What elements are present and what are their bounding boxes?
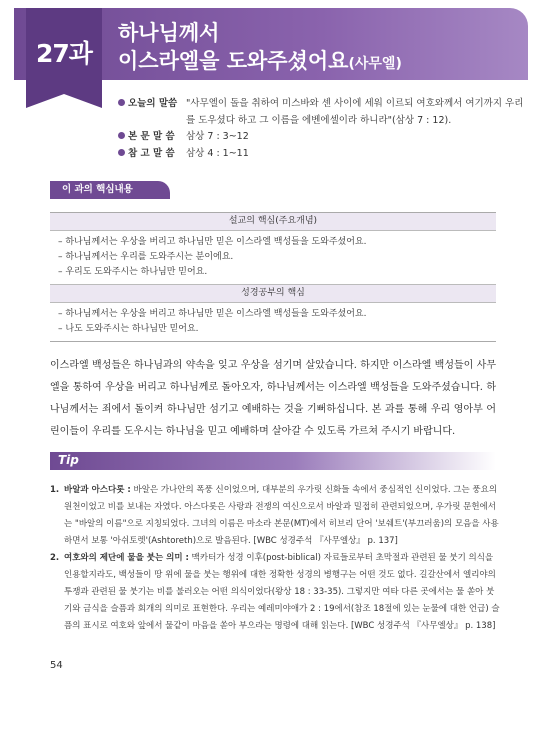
bullet-icon [118,149,125,156]
tip-heading: 여호와의 제단에 물을 붓는 의미 : [64,553,189,563]
core-line: – 우리도 도와주시는 하나님만 믿어요. [58,267,208,277]
sermon-core-lines [50,231,496,284]
page-number: 54 [50,660,63,671]
info-text: 삼상 7 : 3~12 [186,131,249,142]
page-title-line2 [118,45,402,75]
page-title-line1: 하나님께서 [118,21,220,45]
info-text: "사무엘이 돌을 취하여 미스바와 센 사이에 세워 이르되 여호와께서 여기까지 우리를 도우셨다 하고 그 이름을 에벤에셀이라 하니라"(삼상 7 : 12). [186,98,524,126]
tip-bar [50,452,496,470]
tip-number: 2. [50,553,60,563]
core-line: – 하나님께서는 우리를 도와주시는 분이에요. [58,252,234,262]
study-core-lines [50,303,496,341]
info-label: 오늘의 말씀 [128,98,178,109]
tip-item [50,482,500,550]
page-title-reference: (사무엘) [348,56,402,72]
tip-list [50,482,500,635]
sermon-core-heading: 설교의 핵심(주요개념) [50,213,496,231]
page-title-main: 이스라엘을 도와주셨어요 [118,49,349,73]
info-reference-passage [118,145,526,162]
tip-body: 맥카터가 성경 이후(post-biblical) 자료들로부터 초막절과 관련된 물 붓기 의식을 인용할지라도, 백성들이 땅 위에 물을 붓는 행위에 대한 정확한 성경의 병행구는 어떤 것도 없다. 길갈산에서 엘리야의 투쟁과 관련된 물 붓기는 비를 불러오는 어떤 의식이었다(왕상 18 : 33-35). 그렇지만 여타 다른 곳에서는 물 쏟아 붓기와 금식을 슬픔과 회개의 의미로 표현한다. 우리는 예레미야애가 2 : 19에서(참조 18절에 있는 눈물에 대한 언급) 슬픔의 표시로 여호와 앞에서 물같이 마음을 쏟아 부으라는 명령에 대해 읽는다. [WBC 성경주석 『사무엘상』 p. 138] [64,553,500,631]
info-today-verse [118,95,526,129]
tip-label: Tip [58,453,79,467]
bullet-icon [118,99,125,106]
tip-number: 1. [50,485,60,495]
core-content-tag: 이 과의 핵심내용 [50,181,170,199]
tip-item [50,550,500,635]
core-line: – 나도 도와주시는 하나님만 믿어요. [58,324,199,334]
lesson-number: 27과 [36,39,92,68]
info-main-passage [118,128,526,145]
core-content-box [50,212,496,342]
core-line: – 하나님께서는 우상을 버리고 하나님만 믿은 이스라엘 백성들을 도와주셨어요. [58,237,367,247]
info-label: 본 문 말 씀 [128,131,175,142]
info-text: 삼상 4 : 1~11 [186,148,249,159]
tip-body: 바알은 가나안의 폭풍 신이었으며, 대부분의 우가릿 신화들 속에서 중심적인 신이었다. 그는 풍요의 원천이었고 비를 보내는 자였다. 아스다롯은 사랑과 전쟁의 여신으로서 바알과 밀접히 관련되었으며, 우가릿 문헌에서는 "바알의 이름"으로 지칭되었다. 그녀의 이름은 마소라 본문(MT)에서 히브리 단어 '보쉐트'(부끄러움)의 모음을 사용하면서 보통 '아쉬토렛'(Ashtoreth)으로 발음된다. [WBC 성경주석 『사무엘상』 p. 137] [64,485,499,546]
study-core-heading: 성경공부의 핵심 [50,284,496,303]
tip-heading: 바알과 아스다롯 : [64,485,131,495]
bullet-icon [118,132,125,139]
info-label: 참 고 말 씀 [128,148,175,159]
core-line: – 하나님께서는 우상을 버리고 하나님만 믿은 이스라엘 백성들을 도와주셨어요. [58,309,367,319]
body-paragraph: 이스라엘 백성들은 하나님과의 약속을 잊고 우상을 섬기며 살았습니다. 하지만 이스라엘 백성들이 사무엘을 통하여 우상을 버리고 하나님께로 돌아오자, 하나님께서는 이스라엘 백성들을 도와주셨습니다. 하나님께서는 죄에서 돌이켜 하나님만 섬기고 예배하는 것을 기뻐하십니다. 본 과를 통해 우리 영아부 어린이들이 우리를 도우시는 하나님을 믿고 예배하며 살아갈 수 있도록 가르쳐 주시기 바랍니다. [50,360,496,437]
